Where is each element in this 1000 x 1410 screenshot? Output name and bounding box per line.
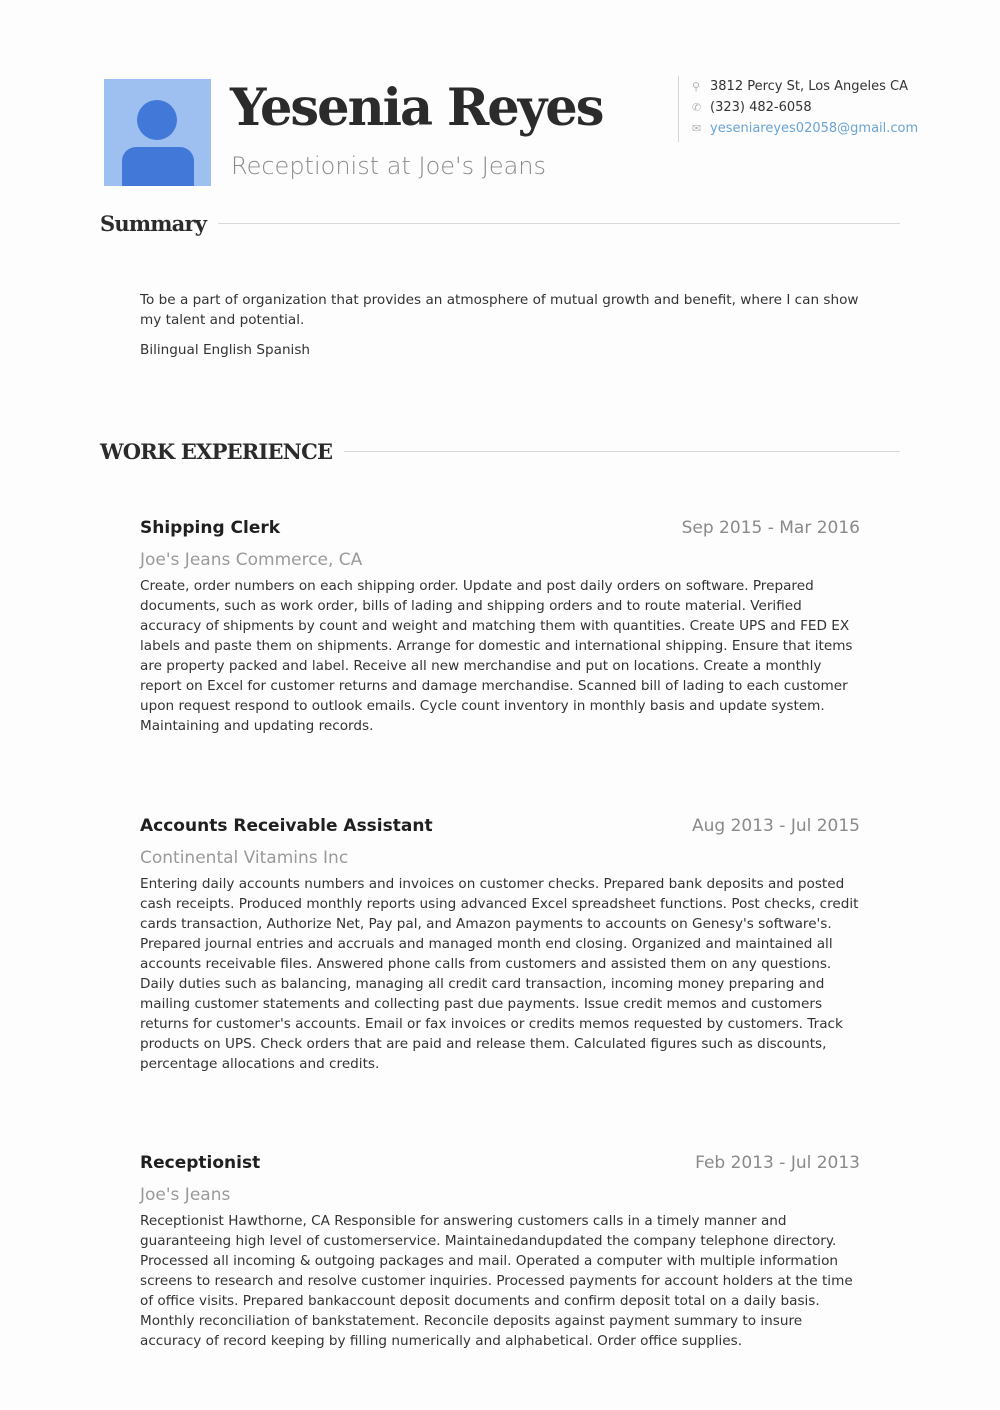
contact-phone bbox=[692, 97, 918, 118]
phone-text: (323) 482-6058 bbox=[710, 100, 812, 115]
section-divider bbox=[218, 223, 900, 224]
section-divider bbox=[344, 451, 900, 452]
job-entry bbox=[140, 816, 860, 1074]
address-text: 3812 Percy St, Los Angeles CA bbox=[710, 79, 908, 94]
location-pin-icon: ⚲ bbox=[692, 80, 701, 93]
experience-heading: WORK EXPERIENCE bbox=[100, 438, 333, 464]
summary-heading: Summary bbox=[100, 210, 207, 236]
person-icon-body bbox=[122, 147, 194, 186]
experience-section-heading bbox=[100, 436, 900, 466]
job-company: Joe's Jeans Commerce, CA bbox=[140, 550, 363, 570]
candidate-name: Yesenia Reyes bbox=[230, 78, 603, 138]
job-description: Receptionist Hawthorne, CA Responsible for answering customers calls in a timely manner and guaranteeing high level of customerservice. Maintainedandupdated the company telephone directory. Processed all incoming & outgoing packages and mail. Operated a computer with multiple information screens to research and resolve customer inquiries. Processed payments for account holders at the time of office visits. Prepared bankaccount deposit documents and confirm deposit total on a daily basis. Monthly reconciliation of bankstatement. Reconcile deposits against payment summary to insure accuracy of record keeping by filling numerically and alphabetical. Order office supplies. bbox=[140, 1213, 853, 1349]
job-dates: Sep 2015 - Mar 2016 bbox=[681, 518, 860, 538]
avatar bbox=[104, 79, 211, 186]
job-dates: Feb 2013 - Jul 2013 bbox=[695, 1153, 860, 1173]
job-dates: Aug 2013 - Jul 2015 bbox=[692, 816, 860, 836]
summary-paragraph: To be a part of organization that provides an atmosphere of mutual growth and benefit, where I can show my talent and potential. bbox=[140, 292, 859, 329]
candidate-headline: Receptionist at Joe's Jeans bbox=[231, 152, 547, 180]
job-entry bbox=[140, 518, 860, 736]
envelope-icon: ✉ bbox=[692, 122, 702, 135]
job-description: Create, order numbers on each shipping order. Update and post daily orders on software. Prepared documents, such as work order, bills of lading and shipping orders and to route material. Verified accuracy of shipments by count and weight and matching them with quantities. Create UPS and FED EX labels and paste them on shipments. Arrange for domestic and international shipping. Ensure that items are property packed and label. Receive all new merchandise and put on locations. Create a monthly report on Excel for customer returns and damage merchandise. Scanned bill of lading to each customer upon request respond to outlook emails. Cycle count inventory in monthly basis and update system. Maintaining and updating records. bbox=[140, 578, 853, 734]
contact-block bbox=[678, 76, 918, 142]
email-link[interactable]: yeseniareyes02058@gmail.com bbox=[710, 121, 919, 136]
contact-email[interactable] bbox=[692, 118, 918, 139]
summary-languages: Bilingual English Spanish bbox=[140, 342, 311, 358]
contact-address bbox=[692, 76, 918, 97]
phone-icon: ✆ bbox=[692, 101, 702, 114]
job-title: Accounts Receivable Assistant bbox=[140, 816, 433, 836]
person-icon bbox=[137, 100, 177, 140]
job-company: Continental Vitamins Inc bbox=[140, 848, 349, 868]
job-title: Shipping Clerk bbox=[140, 518, 281, 538]
summary-section-heading bbox=[100, 208, 900, 238]
job-entry bbox=[140, 1153, 860, 1351]
job-description: Entering daily accounts numbers and invoices on customer checks. Prepared bank deposits and posted cash receipts. Produced monthly reports using advanced Excel spreadsheet functions. Post checks, credit cards transaction, Authorize Net, Pay pal, and Amazon payments to accounts on Genesy's software's. Prepared journal entries and accruals and managed month end closing. Organized and maintained all accounts receivable files. Answered phone calls from customers and assisted them on any questions. Daily duties such as balancing, managing all credit card transaction, incoming money preparing and mailing customer statements and collecting past due payments. Issue credit memos and customers returns for customer's accounts. Email or fax invoices or credits memos requested by customers. Track products on UPS. Check orders that are paid and release them. Calculated figures such as discounts, percentage allocations and credits. bbox=[140, 876, 859, 1072]
job-title: Receptionist bbox=[140, 1153, 261, 1173]
job-company: Joe's Jeans bbox=[140, 1185, 231, 1205]
